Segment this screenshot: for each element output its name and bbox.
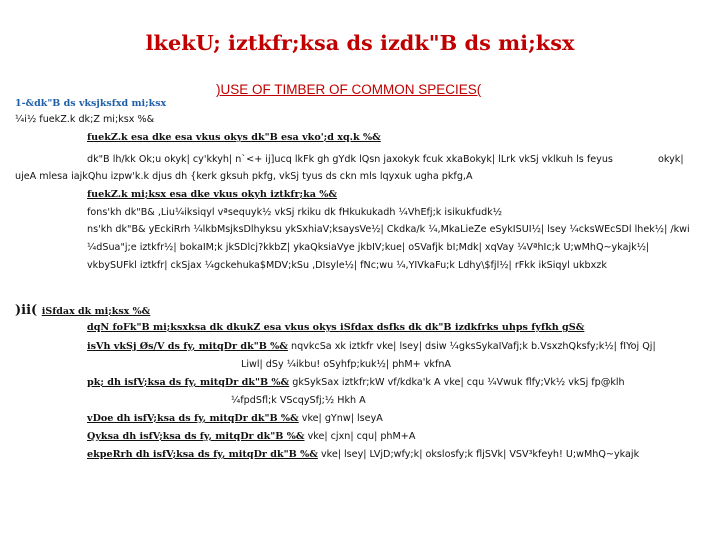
list-item-heading: vDoe dh isfV;ksa ds fy, mitqDr dk"B %& xyxy=(87,413,299,424)
page-title: lkekU; iztkfr;ksa ds izdk"B ds mi;ksx xyxy=(145,30,575,55)
text-line: fons'kh dk"B& ,Liu¼iksiqyl vªsequyk½ vkSj rkiku dk fHkukukadh ¼VhEfj;k isikukfudk½ xyxy=(87,207,503,218)
list-item-text: vke| lsey| LVjD;wfy;k| okslosfy;k fljSVk| VSV³kfeyh! U;wMhQ~ykajk xyxy=(320,449,640,460)
text-line: Liwl| dSy ¼ikbu! oSyhfp;kuk½| phM+ vkfnA xyxy=(241,359,451,370)
list-item xyxy=(87,341,656,353)
subsection-construction-use: ¼i½ fuekZ.k dk;Z mi;ksx %& xyxy=(15,114,155,125)
list-item xyxy=(87,431,415,443)
text-line: ns'kh dk"B& yEckiRrh ¼lkbMsjksDlhyksu ykSxhiaV;ksaysVe½| Ckdka/k ¼,MkaLieZe eSykISUI½| lsey ¼cksWEcSDl lhek½| /kwi xyxy=(87,224,690,235)
text-line: ujeA mlesa iajkQhu izpw'k.k djus dh {kerk gksuh pkfg, vkSj tyus ds ckn mls lqyxuk ugha pkfg,A xyxy=(15,171,473,182)
text-line: ¼fpdSfl;k VScqySfj;½ Hkh A xyxy=(231,395,366,406)
text-line: okyk| xyxy=(658,154,684,165)
list-item-heading: isVh vkSj Øs/V ds fy, mitqDr dk"B %& xyxy=(87,341,288,352)
text-line: ¼dSua"j;e iztkfr½| bokaIM;k jkSDlcj?kkbZ| ykaQksiaVye jkbIV;kue| oSVafjk bI;Mdk| xqVay ¼VªhIc;k U;wMhQ~ykajk½| xyxy=(87,242,650,253)
text-line: vkbySUFkl iztkfr| ckSjax ¼gckehuka$MDV;kSu ,DIsyle½| fNc;wu ¼,YIVkaFu;k Ldhy\$fjl½| rFkk ikSiqyl ukbxzk xyxy=(87,260,607,271)
construction-timber-qualities-heading: fuekZ.k esa dke esa vkus okys dk"B esa vko';d xq.k %& xyxy=(87,132,381,143)
section2-label: iSfdax dk mi;ksx %& xyxy=(41,306,151,317)
list-item xyxy=(87,449,639,461)
list-item xyxy=(87,377,625,389)
list-item xyxy=(87,413,383,425)
list-item-text: nqvkcSa xk iztkfr vke| lsey| dsiw ¼gksSykaIVafj;k b.VsxzhQksfy;k½| fIYoj Qj| xyxy=(291,341,656,352)
packing-intro-line: dqN foFk"B mi;ksxksa dk dkukZ esa vkus okys iSfdax dsfks dk dk"B izdkfrks uhps fyfkh gS& xyxy=(87,322,585,333)
construction-species-heading: fuekZ.k mi;ksx esa dke vkus okyh iztkfr;ka %& xyxy=(87,189,338,200)
page-subtitle: )USE OF TIMBER OF COMMON SPECIES( xyxy=(216,82,482,97)
section2-heading xyxy=(15,303,150,318)
section2-number: )ii( xyxy=(15,303,38,318)
section1-heading: 1-&dk"B ds vksjksfxd mi;ksx xyxy=(15,98,167,109)
list-item-heading: Qyksa dh isfV;ksa ds fy, mitqDr dk"B %& xyxy=(87,431,305,442)
list-item-heading: ekpeRrh dh isfV;ksa ds fy, mitqDr dk"B %& xyxy=(87,449,318,460)
list-item-heading: pk; dh isfV;ksa ds fy, mitqDr dk"B %& xyxy=(87,377,290,388)
text-line: dk"B lh/kk Ok;u okyk| cy'kkyh| n`<+ ij]ucq lkFk gh gYdk lQsn jaxokyk fcuk xkaBokyk| lLrk vkSj vklkuh ls feyus xyxy=(87,154,613,165)
list-item-text: vke| gYnw| lseyA xyxy=(301,413,383,424)
list-item-text: vke| cjxn| cqu| phM+A xyxy=(307,431,416,442)
list-item-text: gkSykSax iztkfr;kW vf/kdka'k A vke| cqu ¼Vwuk flfy;Vk½ vkSj fp@klh xyxy=(292,377,625,388)
